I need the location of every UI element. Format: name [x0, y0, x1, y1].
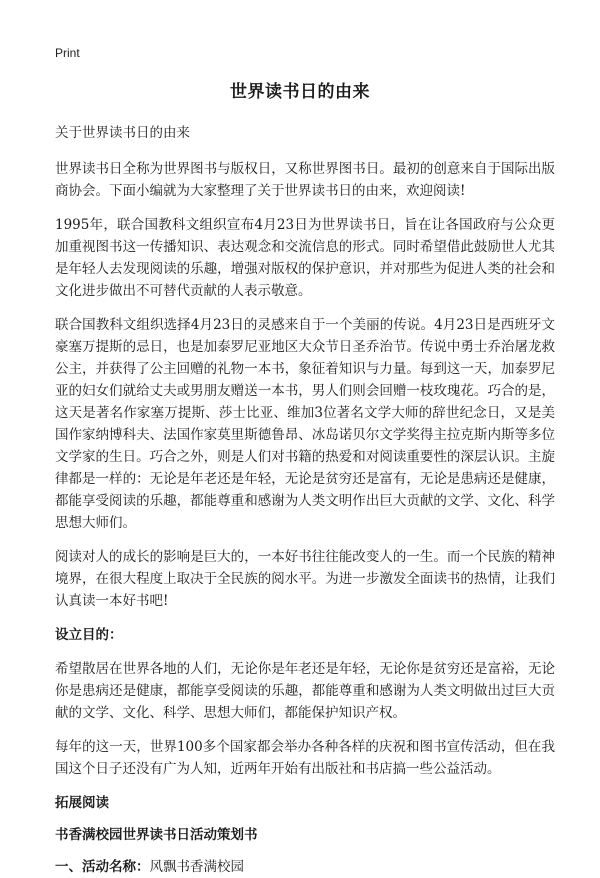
plan-item-number: 一、	[55, 859, 82, 875]
article-body	[55, 122, 555, 878]
article-subtitle: 关于世界读书日的由来	[55, 125, 190, 141]
legend-paragraph: 联合国教科文组织选择4月23日的灵感来自于一个美丽的传说。4月23日是西班牙文豪塞万提斯的忌日，也是加泰罗尼亚地区大众节日圣乔治节。传说中勇士乔治屠龙救公主，并获得了公主回赠的礼物一本书，象征着知识与力量。每到这一天，加泰罗尼亚的妇女们就给丈夫或男朋友赠送一本书，男人们则会回赠一枝玫瑰花。巧合的是，这天是著名作家塞万提斯、莎士比亚、维加3位著名文学大师的辞世纪念日，又是美国作家纳博科夫、法国作家莫里斯德鲁昂、冰岛诺贝尔文学奖得主拉克斯内斯等多位文学家的生日。巧合之外，则是人们对书籍的热爱和对阅读重要性的深层认识。主旋律都是一样的：无论是年老还是年轻，无论是贫穷还是富有，无论是患病还是健康，都能享受阅读的乐趣，都能尊重和感谢为人类文明作出巨大贡献的文学、文化、科学思想大师们。	[55, 317, 555, 531]
purpose-paragraph-2: 每年的这一天，世界100多个国家都会举办各种各样的庆祝和图书宣传活动，但在我国这个日子还没有广为人知，近两年开始有出版社和书店搞一些公益活动。	[55, 739, 555, 777]
impact-paragraph: 阅读对人的成长的影响是巨大的，一本好书往往能改变人的一生。而一个民族的精神境界，在很大程度上取决于全民族的阅水平。为进一步激发全面读书的热情，让我们认真读一本好书吧!	[55, 549, 555, 609]
plan-title: 书香满校园世界读书日活动策划书	[55, 827, 258, 843]
plan-item-activity-name	[55, 856, 555, 878]
purpose-paragraph-1: 希望散居在世界各地的人们，无论你是年老还是年轻，无论你是贫穷还是富裕，无论你是患病还是健康，都能享受阅读的乐趣，都能尊重和感谢为人类文明做出过巨大贡献的文学、文化、科学、思想大师们，都能保护知识产权。	[55, 661, 555, 721]
intro-paragraph: 世界读书日全称为世界图书与版权日，又称世界图书日。最初的创意来自于国际出版商协会。下面小编就为大家整理了关于世界读书日的由来，欢迎阅读!	[55, 161, 555, 199]
purpose-heading: 设立目的：	[55, 627, 123, 643]
history-1995-paragraph: 1995年，联合国教科文组织宣布4月23日为世界读书日，旨在让各国政府与公众更加重视图书这一传播知识、表达观念和交流信息的形式。同时希望借此鼓励世人尤其是年轻人去发现阅读的乐趣，增强对版权的保护意识，并对那些为促进人类的社会和文化进步做出不可替代贡献的人表示敬意。	[55, 217, 555, 299]
plan-item-label: 活动名称：	[82, 859, 150, 875]
extended-reading-heading: 拓展阅读	[55, 795, 109, 811]
plan-item-value: 风飘书香满校园	[149, 859, 244, 875]
page-title: 世界读书日的由来	[230, 82, 370, 102]
print-link[interactable]: Print	[55, 46, 80, 60]
